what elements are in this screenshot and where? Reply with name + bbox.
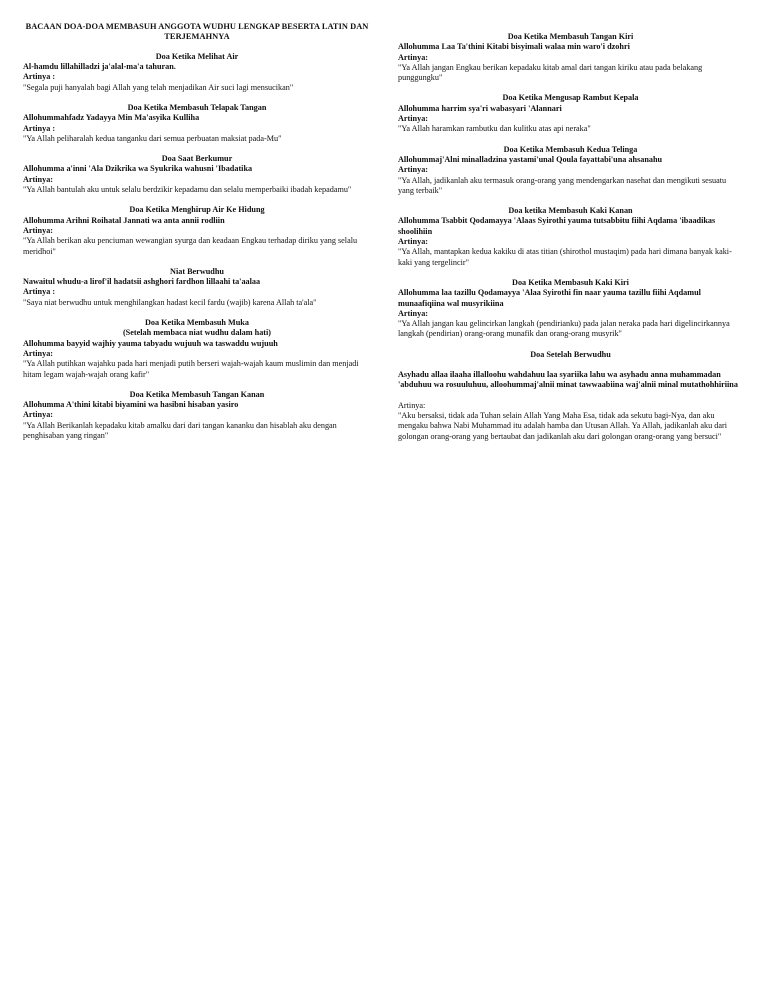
section-berkumur: [23, 154, 371, 195]
artinya-label: Artinya:: [23, 348, 54, 358]
section-kaki-kiri: [398, 278, 743, 340]
meaning-text: "Aku bersaksi, tidak ada Tuhan selain Allah Yang Maha Esa, tidak ada sekutu bagi-Nya, dan aku mengaku bahwa Nabi Muhammad itu adalah hamba dan Utusan Allah. Ya Allah, jadikanlah aku dari golongan orang-orang yang bertaubat dan jadikanlah aku dari golongan orang-orang yang bersuci": [398, 410, 728, 441]
right-column: [398, 32, 743, 452]
artinya-label: Artinya:: [23, 225, 54, 235]
section-heading: Doa Ketika Menghirup Air Ke Hidung: [129, 205, 265, 215]
section-melihat-air: [23, 52, 371, 93]
meaning-text: "Segala puji hanyalah bagi Allah yang telah menjadikan Air suci lagi mensucikan": [23, 82, 294, 92]
latin-text: Asyhadu allaa ilaaha illalloohu wahdahuu laa syariika lahu wa asyhadu anna muhammadan 'abduhuu wa rosuuluhuu, alloohummaj'alnii minat tawwaabiina waj'alnii minal mutathohhiriina: [398, 370, 738, 390]
artinya-label: Artinya:: [398, 114, 429, 124]
section-heading: Doa Ketika Membasuh Muka: [145, 318, 249, 328]
section-heading: Doa Saat Berkumur: [161, 154, 233, 164]
meaning-text: "Ya Allah jangan kau gelincirkan langkah (pendirianku) pada jalan neraka pada hari digelincirkannya langkah (pendirian) orang-orang munafik dan orang-orang musyrik": [398, 319, 730, 339]
latin-text: Allohumma a'inni 'Ala Dzikrika wa Syukrika wahusni 'Ibadatika: [23, 164, 253, 174]
artinya-label: Artinya:: [398, 308, 429, 318]
section-tangan-kiri: [398, 32, 743, 83]
meaning-text: "Ya Allah haramkan rambutku dan kulitku atas api neraka": [398, 124, 591, 134]
latin-text: Allohumma harrim sya'ri wabasyari 'Alannari: [398, 103, 562, 113]
section-niat-berwudhu: [23, 267, 371, 308]
section-heading: Doa Ketika Mengusap Rambut Kepala: [502, 93, 639, 103]
section-heading: Niat Berwudhu: [170, 266, 224, 276]
meaning-text: "Ya Allah berikan aku penciuman wewangian syurga dan keadaan Engkau terhadap diriku yang selalu meridhoi": [23, 236, 358, 256]
section-tangan-kanan: [23, 390, 371, 441]
latin-text: Allohumma laa tazillu Qodamayya 'Alaa Syirothi fin naar yauma tazillu fiihi Aqdamul munaafiqiina wal musyrikiina: [398, 288, 701, 308]
latin-text: Allohumma A'thini kitabi biyamini wa hasibni hisaban yasiro: [23, 400, 239, 410]
section-setelah-berwudhu: [398, 350, 743, 442]
artinya-label: Artinya :: [23, 123, 56, 133]
section-heading: Doa Ketika Membasuh Tangan Kanan: [129, 389, 265, 399]
latin-text: Al-hamdu lillahilladzi ja'alal-ma'a tahuran.: [23, 62, 176, 72]
section-heading: Doa Ketika Melihat Air: [155, 51, 239, 61]
section-rambut-kepala: [398, 93, 743, 134]
section-heading: Doa Ketika Membasuh Kedua Telinga: [503, 144, 638, 154]
section-telapak-tangan: [23, 103, 371, 144]
section-kaki-kanan: [398, 206, 743, 268]
section-heading: Doa Ketika Membasuh Telapak Tangan: [127, 103, 267, 112]
artinya-label: Artinya:: [398, 52, 429, 62]
meaning-text: "Ya Allah, mantapkan kedua kakiku di atas titian (shirothol mustaqim) pada hari dimana banyak kaki-kaki yang tergelincir": [398, 247, 732, 267]
meaning-text: "Saya niat berwudhu untuk menghilangkan hadast kecil fardu (wajib) karena Allah ta'ala": [23, 297, 317, 307]
section-subheading: (Setelah membaca niat wudhu dalam hati): [122, 328, 272, 338]
artinya-label: Artinya :: [23, 72, 56, 82]
artinya-label: Artinya:: [23, 410, 54, 420]
artinya-label: Artinya:: [398, 237, 429, 247]
latin-text: Allohumma Arihni Roihatal Jannati wa anta annii rodliin: [23, 215, 225, 225]
latin-text: Allohummahfadz Yadayya Min Ma'asyika Kulliha: [23, 113, 200, 123]
latin-text: Allohumma Tsabbit Qodamayya 'Alaas Syirothi yauma tutsabbitu fiihi Aqdama 'ibaadikas shoolihiin: [398, 216, 716, 236]
section-hidung: [23, 205, 371, 256]
meaning-text: "Ya Allah jangan Engkau berikan kepadaku kitab amal dari tangan kiriku atau pada belakang punggungku": [398, 62, 703, 83]
artinya-label: Artinya :: [23, 287, 56, 297]
meaning-text: "Ya Allah bantulah aku untuk selalu berdzikir kepadamu dan selalu memperbaiki ibadah kepadamu": [23, 185, 352, 195]
meaning-text: "Ya Allah, jadikanlah aku termasuk orang-orang yang mendengarkan nasehat dan mengikuti sesuatu yang terbaik": [398, 175, 727, 195]
latin-text: Allohummaj'Alni minalladzina yastami'unal Qoula fayattabi'una ahsanahu: [398, 154, 663, 164]
latin-text: Allohumma Laa Ta'thini Kitabi bisyimali walaa min waro'i dzohri: [398, 42, 630, 52]
artinya-label: Artinya:: [398, 165, 429, 175]
document-title: BACAAN DOA-DOA MEMBASUH ANGGOTA WUDHU LENGKAP BESERTA LATIN DAN TERJEMAHNYA: [25, 22, 369, 42]
section-membasuh-muka: [23, 318, 371, 380]
meaning-text: "Ya Allah peliharalah kedua tanganku dari semua perbuatan maksiat pada-Mu": [23, 133, 282, 143]
left-column: [23, 22, 371, 451]
latin-text: Nawaitul whudu-a lirof'il hadatsii ashghori fardhon lillaahi ta'aalaa: [23, 277, 261, 287]
artinya-label: Artinya:: [23, 174, 54, 184]
section-heading: Doa Setelah Berwudhu: [530, 349, 611, 359]
section-heading: Doa Ketika Membasuh Kaki Kiri: [512, 277, 629, 287]
meaning-text: "Ya Allah putihkan wajahku pada hari menjadi putih berseri wajah-wajah kaum muslimin dan menjadi hitam legam wajah-wajah orang kafir": [23, 359, 359, 379]
section-heading: Doa Ketika Membasuh Tangan Kiri: [507, 32, 634, 41]
latin-text: Allohumma bayyid wajhiy yauma tabyadu wujuuh wa taswaddu wujuuh: [23, 338, 278, 348]
artinya-label: Artinya:: [398, 400, 426, 410]
meaning-text: "Ya Allah Berikanlah kepadaku kitab amalku dari dari tangan kananku dan hisablah aku dengan penghisaban yang ringan": [23, 420, 337, 441]
section-heading: Doa ketika Membasuh Kaki Kanan: [508, 206, 633, 216]
section-kedua-telinga: [398, 145, 743, 196]
